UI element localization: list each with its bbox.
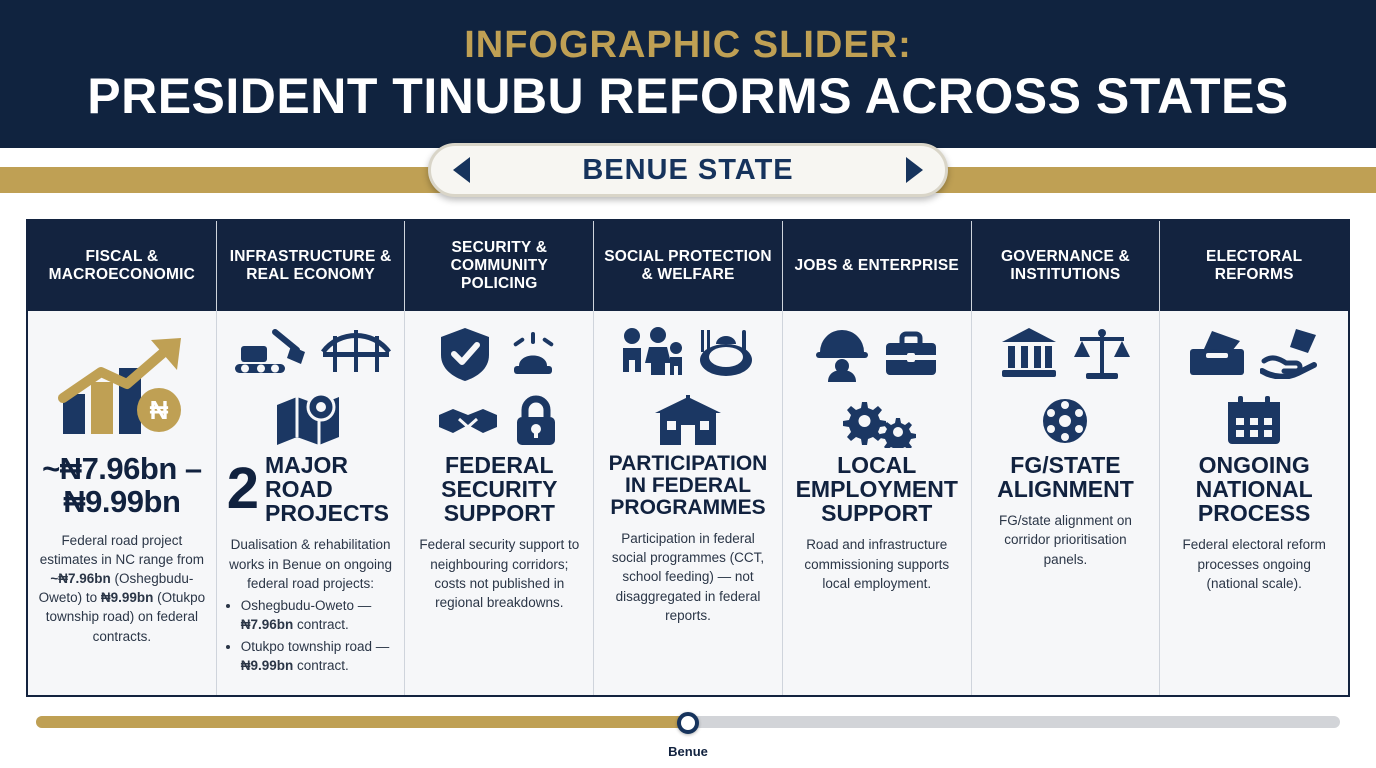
column-header: SECURITY & COMMUNITY POLICING: [405, 221, 593, 311]
electoral-description: Federal electoral reform processes ongoing (national scale).: [1182, 537, 1326, 591]
security-description: Federal security support to neighbouring corridors; costs not published in regional breakdowns.: [419, 537, 580, 610]
food-plate-icon: [695, 326, 757, 382]
gears-icon: [834, 396, 920, 448]
column-fiscal-macroeconomic: [28, 221, 217, 695]
social-description: Participation in federal social programmes (CCT, school feeding) — not disaggregated in federal reports.: [611, 531, 765, 623]
handshake-icon: [437, 399, 499, 445]
column-governance-institutions: [972, 221, 1161, 695]
network-gear-icon: [1037, 393, 1093, 449]
fiscal-amount: ~₦7.96bn – ₦9.99bn: [42, 451, 202, 519]
list-item: • Oshegbudu-Oweto — ₦7.96bn contract.: [241, 597, 395, 635]
column-body: [594, 311, 782, 695]
column-security-community-policing: [405, 221, 594, 695]
infrastructure-headline: [227, 453, 395, 525]
slider-label: Benue: [668, 744, 708, 759]
column-body: [28, 311, 216, 695]
social-headline: PARTICIPATION IN FEDERAL PROGRAMMES: [608, 452, 768, 520]
column-header: FISCAL & MACROECONOMIC: [28, 221, 216, 311]
column-jobs-enterprise: [783, 221, 972, 695]
column-header: GOVERNANCE & INSTITUTIONS: [972, 221, 1160, 311]
jobs-headline: LOCAL EMPLOYMENT SUPPORT: [795, 452, 958, 527]
worker-helmet-icon: [814, 326, 870, 382]
reform-columns: [26, 219, 1350, 697]
padlock-icon: [511, 395, 561, 449]
column-body: [405, 311, 593, 695]
column-infrastructure-real-economy: [217, 221, 406, 695]
icon-group: [1170, 323, 1338, 451]
column-header: JOBS & ENTERPRISE: [783, 221, 971, 311]
icon-group: [982, 323, 1150, 451]
fiscal-description: Federal road project estimates in NC range from ~₦7.96bn (Oshegbudu-Oweto) to ₦9.99bn (Otukpo township road) on federal contracts.: [38, 532, 206, 644]
infrastructure-description: Dualisation & rehabilitation works in Benue on ongoing federal road projects:: [229, 537, 393, 591]
excavator-icon: [231, 326, 309, 378]
icon-group: [227, 323, 395, 451]
slider-knob[interactable]: [677, 712, 699, 734]
list-item: • Otukpo township road — ₦9.99bn contract.: [241, 638, 395, 676]
project-count-label: MAJOR ROAD PROJECTS: [264, 452, 389, 527]
security-headline: FEDERAL SECURITY SUPPORT: [441, 452, 558, 527]
header-banner: [0, 0, 1376, 148]
governance-headline: FG/STATE ALIGNMENT: [997, 452, 1134, 503]
icon-group: [415, 323, 583, 451]
column-body: [217, 311, 405, 695]
header-eyebrow: INFOGRAPHIC SLIDER:: [464, 23, 912, 66]
state-selector[interactable]: [428, 143, 948, 197]
column-body: [783, 311, 971, 695]
vote-hand-icon: [1260, 327, 1322, 379]
school-icon: [651, 395, 725, 449]
column-social-protection-welfare: [594, 221, 783, 695]
jobs-description: Road and infrastructure commissioning supports local employment.: [804, 537, 950, 591]
briefcase-icon: [882, 329, 940, 379]
electoral-headline: ONGOING NATIONAL PROCESS: [1195, 452, 1313, 527]
column-body: [1160, 311, 1348, 695]
siren-icon: [505, 326, 561, 382]
column-header: ELECTORAL REFORMS: [1160, 221, 1348, 311]
next-state-arrow-icon[interactable]: [906, 157, 923, 183]
icon-group: [793, 323, 961, 451]
page-title: PRESIDENT TINUBU REFORMS ACROSS STATES: [87, 67, 1289, 124]
prev-state-arrow-icon[interactable]: [453, 157, 470, 183]
icon-group: [47, 323, 197, 451]
state-slider[interactable]: [36, 716, 1340, 759]
family-icon: [619, 326, 683, 382]
column-body: [972, 311, 1160, 695]
infrastructure-bullets: [227, 597, 395, 679]
icon-group: [604, 323, 772, 451]
column-electoral-reforms: [1160, 221, 1348, 695]
calendar-icon: [1224, 394, 1284, 448]
scales-of-justice-icon: [1072, 325, 1132, 381]
column-header: INFRASTRUCTURE & REAL ECONOMY: [217, 221, 405, 311]
bar-chart-growth-icon: [47, 332, 197, 442]
governance-description: FG/state alignment on corridor prioritisation panels.: [999, 513, 1132, 567]
ballot-box-icon: [1186, 327, 1248, 379]
state-name-label: BENUE STATE: [582, 153, 794, 186]
project-count: 2: [226, 456, 259, 522]
map-pin-icon: [273, 391, 349, 449]
column-header: SOCIAL PROTECTION & WELFARE: [594, 221, 782, 311]
svg-text:₦: ₦: [149, 395, 169, 425]
bridge-icon: [321, 326, 391, 378]
shield-check-icon: [437, 325, 493, 383]
government-building-icon: [998, 326, 1060, 380]
slider-fill: [36, 716, 688, 728]
